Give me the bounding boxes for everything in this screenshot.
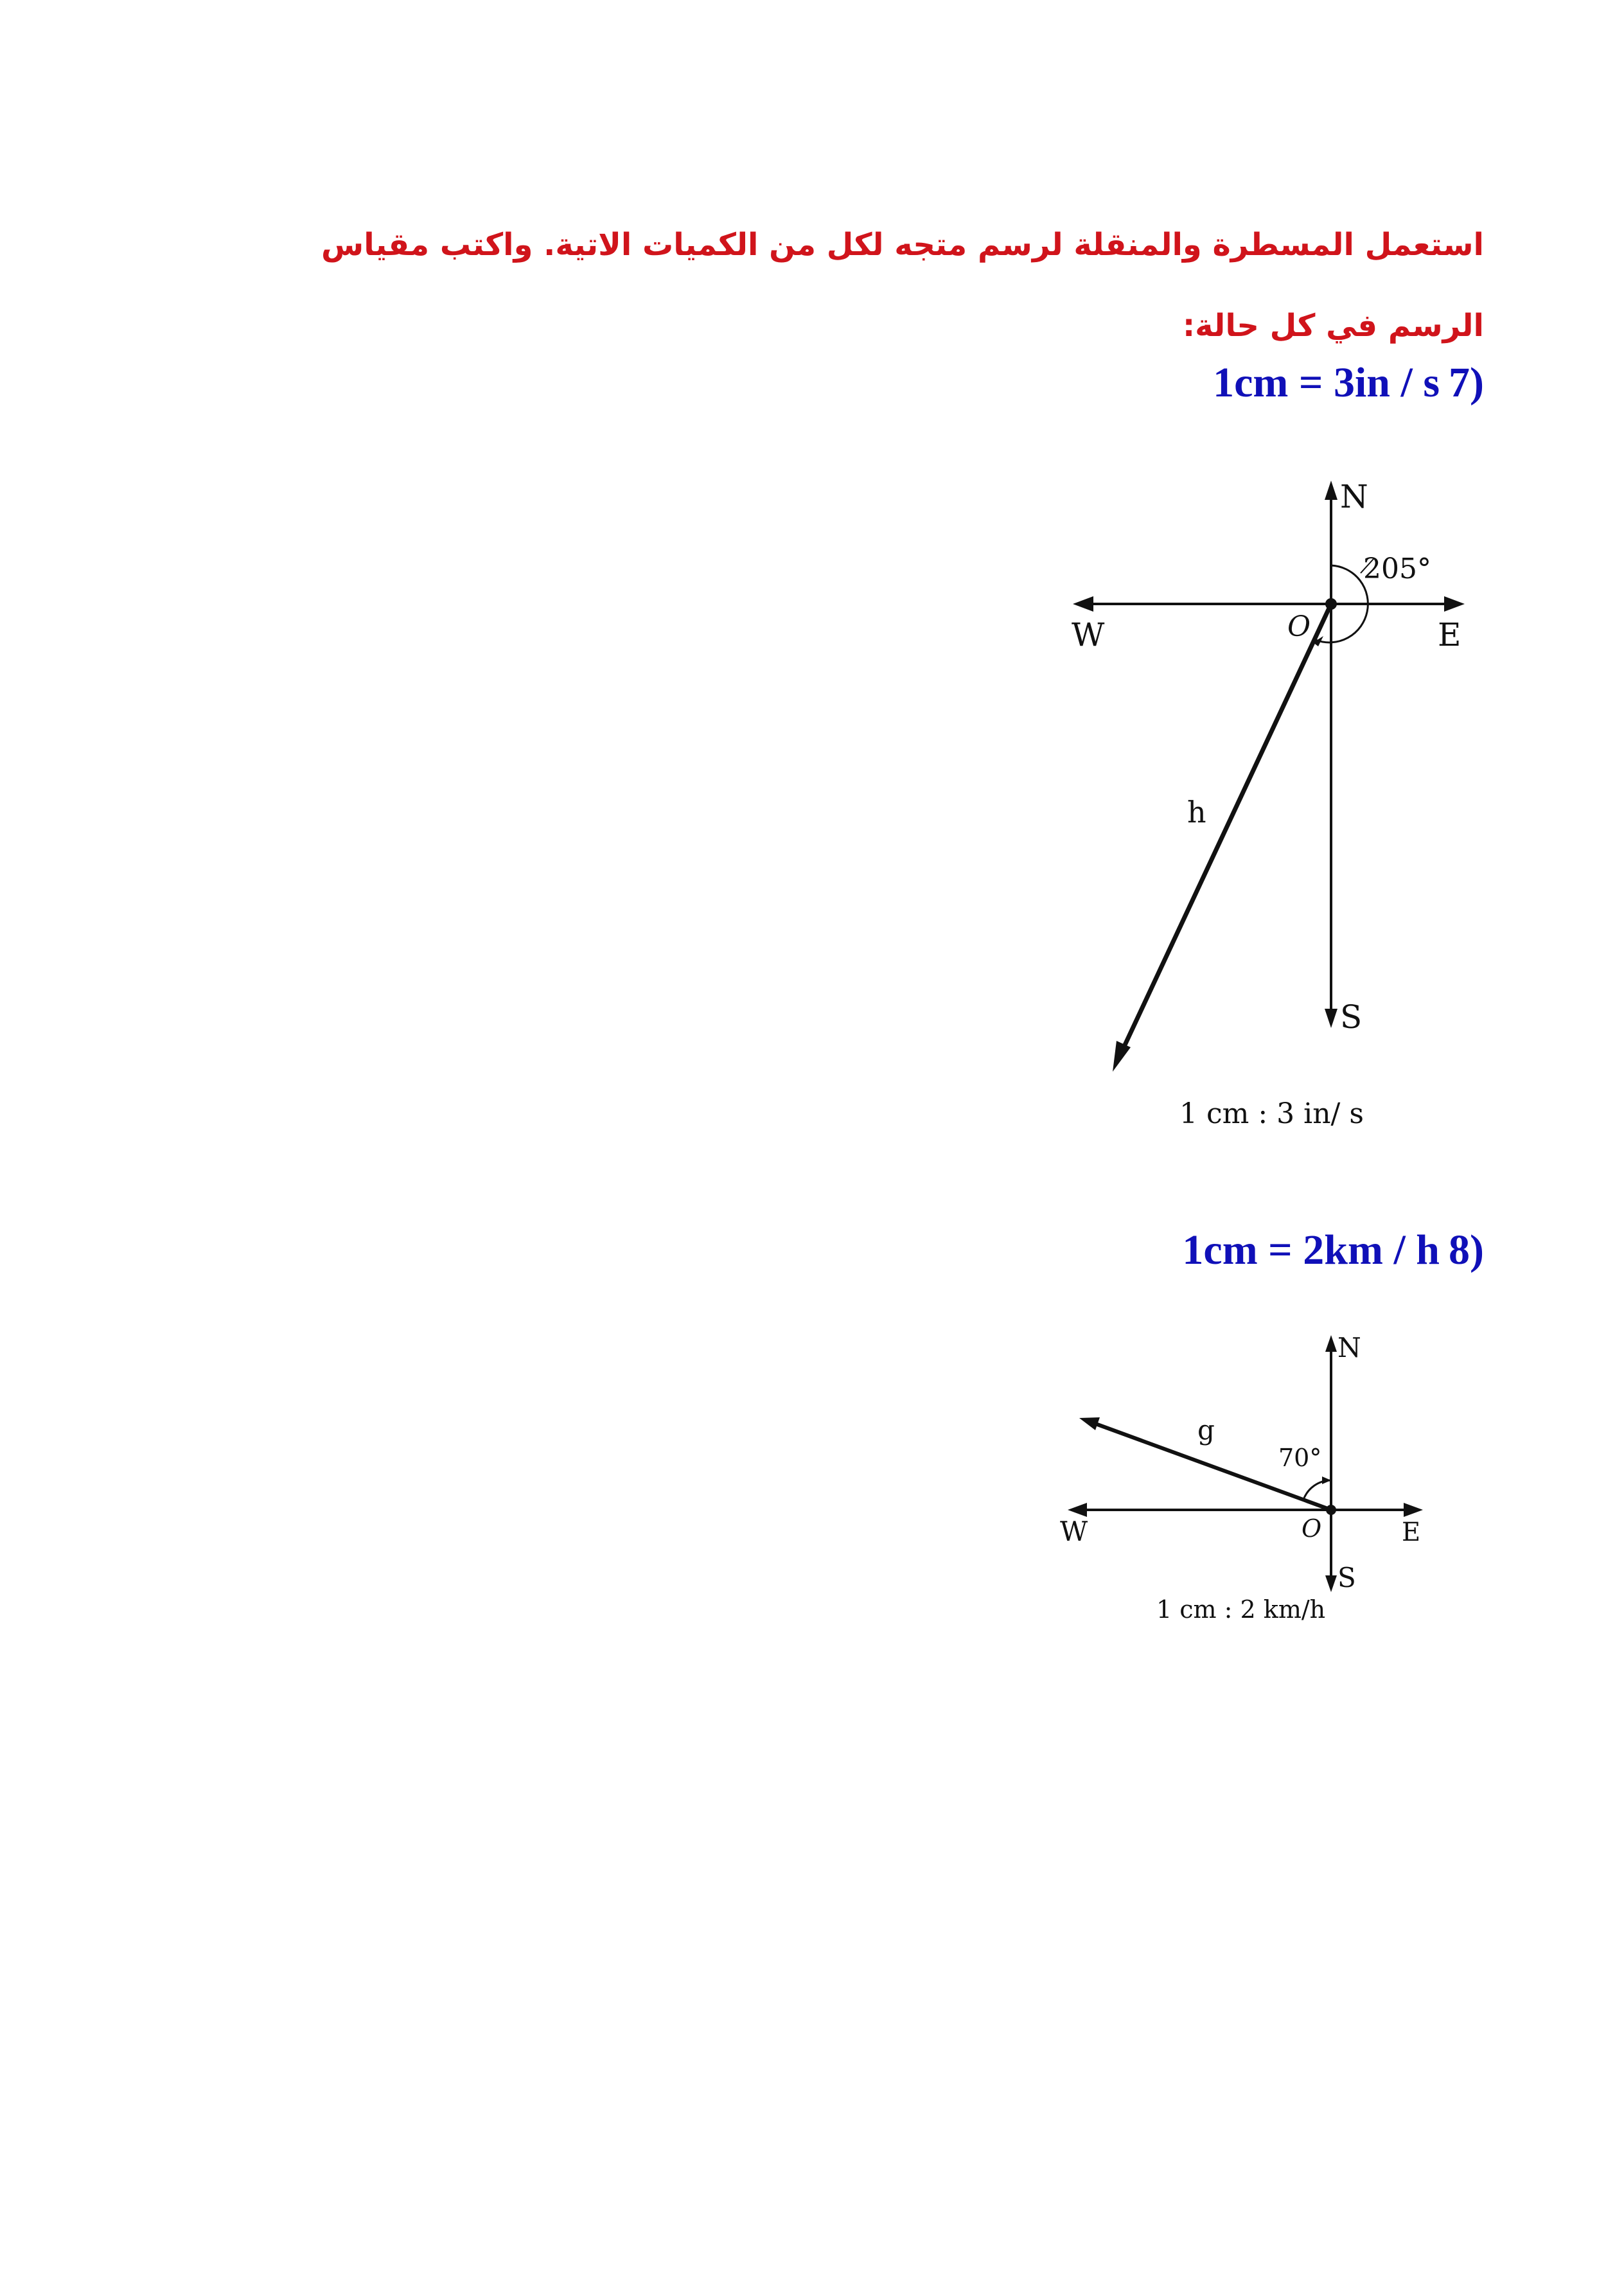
angle-arc-arrowhead <box>1322 1476 1331 1484</box>
angle-label: 205° <box>1363 553 1431 585</box>
west-label: W <box>1072 616 1105 653</box>
north-arrowhead <box>1325 1335 1337 1352</box>
west-label: W <box>1060 1516 1088 1547</box>
problem-number: (7 <box>1449 359 1484 406</box>
scale-expression: 1cm = 3in / s <box>1213 359 1440 406</box>
north-label: N <box>1340 478 1368 515</box>
south-arrowhead <box>1325 1575 1337 1592</box>
scale-expression: 1cm = 2km / h <box>1182 1227 1440 1273</box>
angle-arc <box>1303 1480 1331 1500</box>
instruction-text: استعمل المسطرة والمنقلة لرسم متجه لكل من الكميات الاتية. واكتب مقياس الرسم في كل حالة: <box>321 227 1484 344</box>
north-label: N <box>1337 1332 1361 1363</box>
scale-caption: 1 cm : 2 km/h <box>1156 1595 1326 1624</box>
problem-number: (8 <box>1449 1227 1484 1273</box>
east-arrowhead <box>1404 1503 1423 1517</box>
scale-caption: 1 cm : 3 in/ s <box>1179 1097 1364 1130</box>
origin-label: O <box>1302 1514 1322 1543</box>
vector-label: h <box>1187 795 1206 829</box>
angle-label: 70° <box>1278 1444 1322 1472</box>
west-arrowhead <box>1068 1503 1087 1517</box>
vector-label: g <box>1197 1414 1215 1446</box>
south-label: S <box>1337 1562 1356 1593</box>
vector-g-arrowhead <box>1079 1417 1100 1430</box>
east-label: E <box>1402 1518 1421 1547</box>
origin-label: O <box>1287 610 1311 643</box>
south-label: S <box>1340 998 1363 1036</box>
east-label: E <box>1438 616 1461 653</box>
origin-dot <box>1326 1505 1336 1515</box>
